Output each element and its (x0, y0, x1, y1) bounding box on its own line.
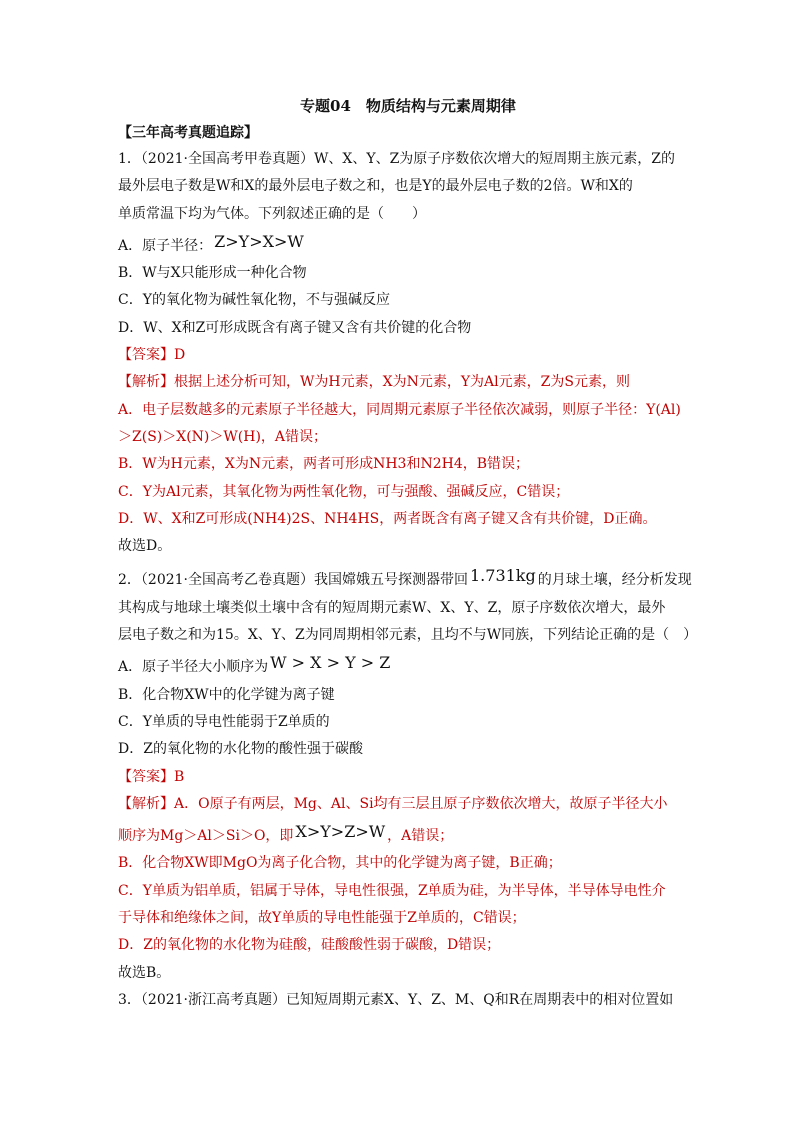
q2-analysis-line-1 (118, 791, 678, 818)
q1-option-b: B．W与X只能形成一种化合物 (118, 265, 307, 282)
document-page (118, 92, 698, 1014)
q2-option-a-text: A．原子半径大小顺序为 (118, 659, 269, 676)
doc-title: 专题04 物质结构与元素周期律 (300, 97, 516, 115)
q1-stem-line-1: 1．（2021·全国高考甲卷真题）W、X、Y、Z为原子序数依次增大的短周期主族元素，Z的 (118, 151, 676, 167)
q2-analysis-line-6: D．Z的氧化物的水化物为硅酸，硅酸酸性弱于碳酸，D错误； (118, 937, 501, 954)
q1-stem-line-2: 最外层电子数是W和X的最外层电子数之和，也是Y的最外层电子数的2倍。W和X的 (118, 178, 633, 195)
question-1 (118, 146, 681, 560)
q1-answer: 【答案】D (118, 347, 186, 364)
question-2 (118, 562, 698, 986)
section-heading: 【三年高考真题追踪】 (118, 125, 258, 141)
q1-conclusion: 故选D。 (118, 538, 172, 555)
q2-stem-line-3: 层电子数之和为15。X、Y、Z为同周期相邻元素，且均不与W同族，下列结论正确的是（ ） (118, 627, 698, 644)
q2-stem-text-1b: 的月球土壤，经分析发现 (537, 572, 692, 589)
q2-analysis-line-2 (118, 818, 678, 850)
q2-stem-line-2: 其构成与地球土壤类似土壤中含有的短周期元素W、X、Y、Z，原子序数依次增大，最外 (118, 599, 666, 616)
q2-stem-text-1a: 2．（2021·全国高考乙卷真题）我国嫦娥五号探测器带回 (118, 572, 468, 589)
q2-answer: 【答案】B (118, 768, 185, 785)
q1-option-d: D．W、X和Z可形成既含有离子键又含有共价键的化合物 (118, 319, 472, 336)
q1-analysis-line-5: C．Y为Al元素，其氧化物为两性氧化物，可与强酸、强碱反应，C错误； (118, 483, 570, 500)
q2-analysis-label: 【解析】 (118, 795, 174, 812)
q2-analysis-text-1: A．O原子有两层，Mg、Al、Si均有三层且原子序数依次增大，故原子半径大小 (174, 795, 668, 812)
q1-option-a (118, 228, 678, 260)
q1-option-a-formula: Z>Y>X>W (214, 231, 304, 251)
q2-analysis-line-3: B．化合物XW即MgO为离子化合物，其中的化学键为离子键，B正确； (118, 855, 562, 872)
q2-analysis-text-2b: ，A错误； (387, 828, 454, 845)
q1-analysis-label: 【解析】 (118, 374, 174, 391)
q2-option-c: C．Y单质的导电性能弱于Z单质的 (118, 713, 330, 730)
q1-option-a-text: A．原子半径： (118, 237, 213, 254)
q1-analysis-line-1 (118, 369, 678, 396)
q1-option-c: C．Y的氧化物为碱性氧化物，不与强碱反应 (118, 292, 390, 309)
q2-option-a-formula: W > X > Y > Z (270, 653, 391, 673)
q2-analysis-formula: X>Y>Z>W (295, 822, 386, 842)
q2-option-d: D．Z的氧化物的水化物的酸性强于碳酸 (118, 741, 363, 758)
q1-analysis-line-6: D．W、X和Z可形成(NH4)2S、NH4HS，两者既含有离子键又含有共价键，D正确。 (118, 510, 657, 527)
q1-analysis-line-2: A．电子层数越多的元素原子半径越大，同周期元素原子半径依次减弱，则原子半径：Y(Al) (118, 401, 681, 418)
q2-option-b: B．化合物XW中的化学键为离子键 (118, 686, 335, 703)
q1-analysis-text-1: 根据上述分析可知，W为H元素，X为N元素，Y为Al元素，Z为S元素，则 (174, 374, 630, 391)
q2-stem-line-1 (118, 562, 692, 594)
q2-mass-formula: 1.731kg (470, 566, 536, 586)
q2-conclusion: 故选B。 (118, 964, 171, 981)
q1-analysis-line-4: B．W为H元素，X为N元素，两者可形成NH3和N2H4，B错误； (118, 456, 530, 473)
question-3 (118, 987, 678, 1014)
q2-analysis-line-5: 于导体和绝缘体之间，故Y单质的导电性能强于Z单质的，C错误； (118, 910, 526, 927)
q2-analysis-text-2a: 顺序为Mg＞Al＞Si＞O，即 (118, 828, 294, 845)
q3-stem-line-1: 3．（2021·浙江高考真题）已知短周期元素X、Y、Z、M、Q和R在周期表中的相对位置如 (118, 991, 674, 1008)
q1-stem-line-3: 单质常温下均为气体。下列叙述正确的是（ ） (118, 205, 426, 222)
q2-analysis-line-4: C．Y单质为铝单质，铝属于导体，导电性很强，Z单质为硅，为半导体，半导体导电性介 (118, 882, 666, 899)
q1-analysis-line-3: ＞Z(S)＞X(N)＞W(H)，A错误； (118, 428, 328, 445)
q2-option-a (118, 649, 678, 681)
